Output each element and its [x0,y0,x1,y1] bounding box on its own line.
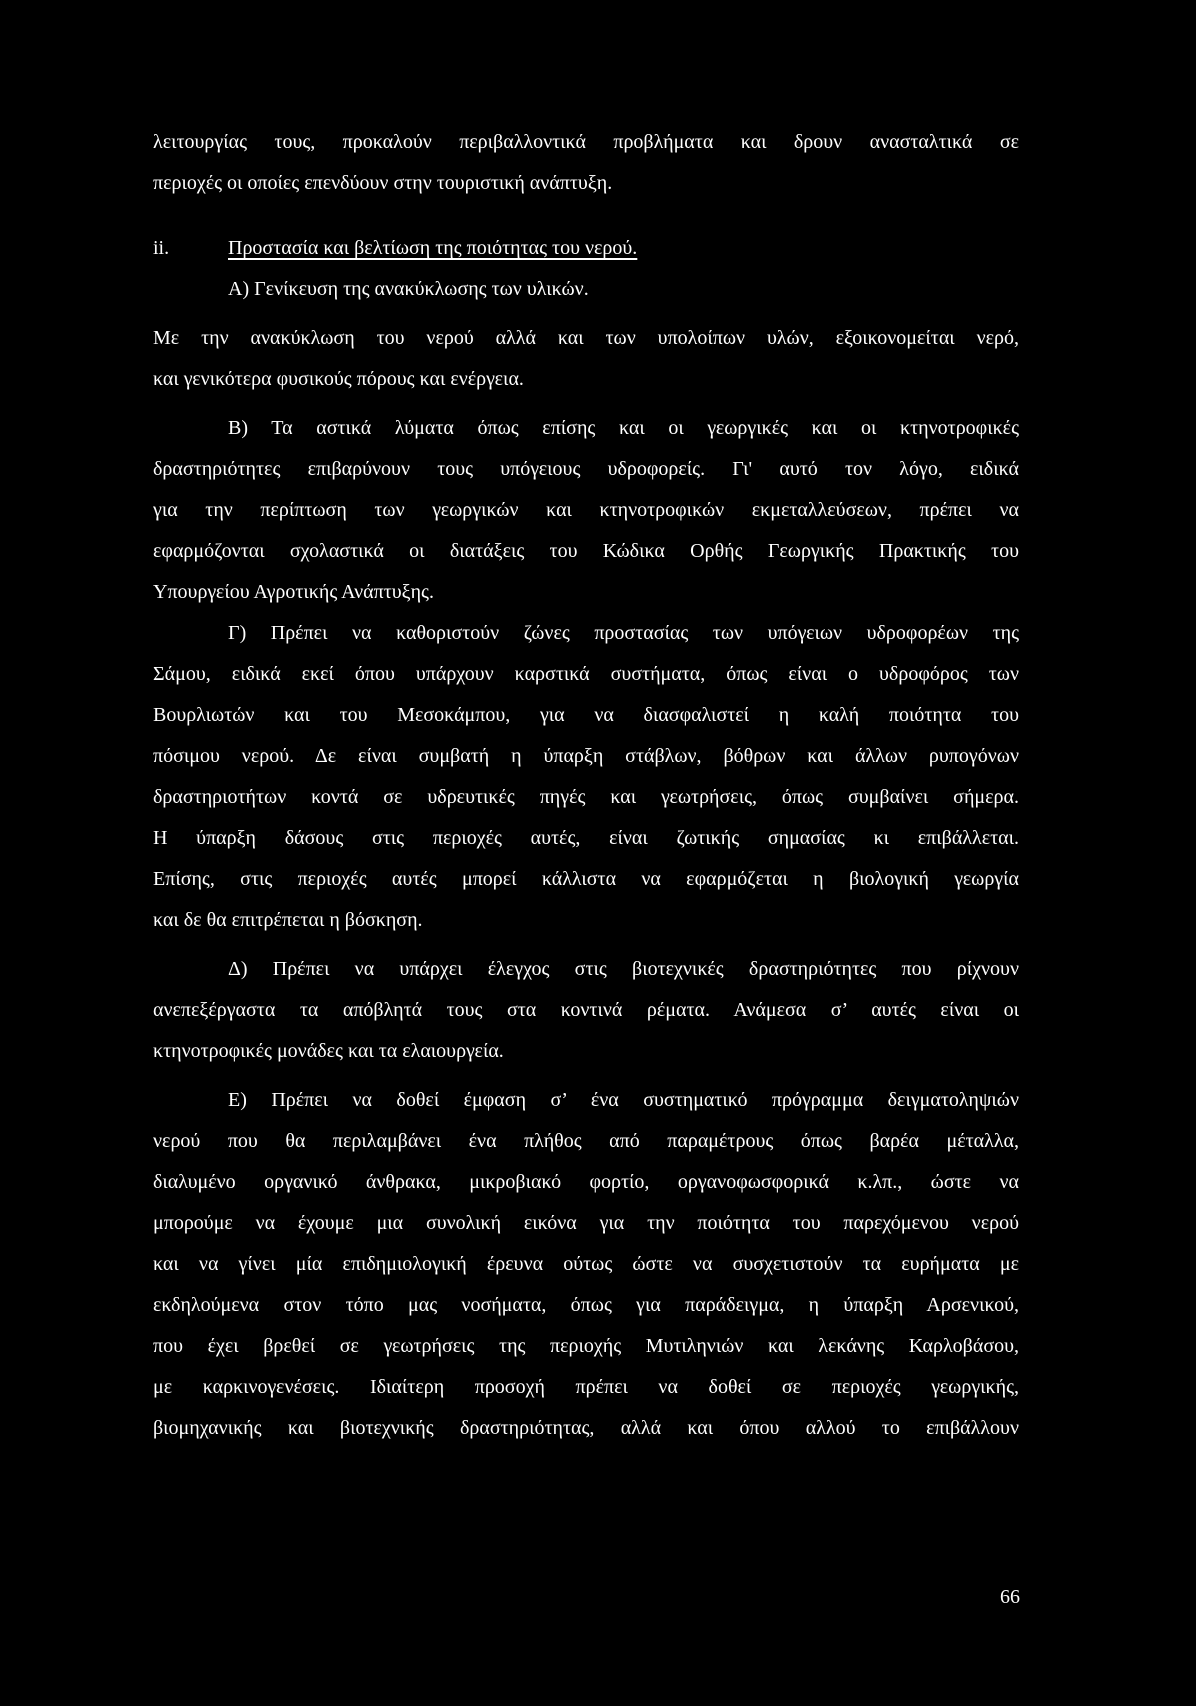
spacer [153,310,1019,318]
intro-line-2: περιοχές οι οποίες επενδύουν στην τουριστική ανάπτυξη. [153,172,613,194]
spacer [153,400,1019,408]
section-title: Προστασία και βελτίωση της ποιότητας του νερού. [228,237,638,259]
paragraph-b-line-1: Β) Τα αστικά λύματα όπως επίσης και οι γεωργικές και οι κτηνοτροφικές [228,417,1019,439]
paragraph-e-line-8: με καρκινογενέσεις. Ιδιαίτερη προσοχή πρέπει να δοθεί σε περιοχές γεωργικής, [153,1376,1019,1398]
page-content [153,122,1019,1449]
paragraph-d-line-2: ανεπεξέργαστα τα απόβλητά τους στα κοντινά ρέματα. Ανάμεσα σ’ αυτές είναι οι [153,999,1019,1021]
paragraph-c-line-5: δραστηριοτήτων κοντά σε υδρευτικές πηγές και γεωτρήσεις, όπως συμβαίνει σήμερα. [153,786,1019,808]
paragraph-e-line-1: Ε) Πρέπει να δοθεί έμφαση σ’ ένα συστηματικό πρόγραμμα δειγματοληψιών [228,1089,1019,1111]
paragraph-e-line-4: μπορούμε να έχουμε μια συνολική εικόνα για την ποιότητα του παρεχόμενου νερού [153,1212,1019,1234]
paragraph-e-line-3: διαλυμένο οργανικό άνθρακα, μικροβιακό φορτίο, οργανοφωσφορικά κ.λπ., ώστε να [153,1171,1019,1193]
paragraph-c-line-3: Βουρλιωτών και του Μεσοκάμπου, για να διασφαλιστεί η καλή ποιότητα του [153,704,1019,726]
paragraph-c-line-8: και δε θα επιτρέπεται η βόσκηση. [153,909,423,931]
spacer [153,941,1019,949]
paragraph-b-line-4: εφαρμόζονται σχολαστικά οι διατάξεις του Κώδικα Ορθής Γεωργικής Πρακτικής του [153,540,1019,562]
paragraph-c-line-1: Γ) Πρέπει να καθοριστούν ζώνες προστασίας των υπόγειων υδροφορέων της [228,622,1019,644]
paragraph-e-line-7: που έχει βρεθεί σε γεωτρήσεις της περιοχής Μυτιληνιών και λεκάνης Καρλοβάσου, [153,1335,1019,1357]
intro-line-1: λειτουργίας τους, προκαλούν περιβαλλοντικά προβλήματα και δρουν ανασταλτικά σε [153,131,1019,153]
paragraph-b-line-3: για την περίπτωση των γεωργικών και κτηνοτροφικών εκμεταλλεύσεων, πρέπει να [153,499,1019,521]
page-number: 66 [1000,1586,1020,1608]
paragraph-e-line-6: εκδηλούμενα στον τόπο μας νοσήματα, όπως για παράδειγμα, η ύπαρξη Αρσενικού, [153,1294,1019,1316]
paragraph-e-line-9: βιομηχανικής και βιοτεχνικής δραστηριότητας, αλλά και όπου αλλού το επιβάλλουν [153,1417,1019,1439]
paragraph-a-line-2: και γενικότερα φυσικούς πόρους και ενέργεια. [153,368,524,390]
paragraph-a-line-1: Με την ανακύκλωση του νερού αλλά και των υπολοίπων υλών, εξοικονομείται νερό, [153,327,1019,349]
paragraph-d-line-3: κτηνοτροφικές μονάδες και τα ελαιουργεία. [153,1040,504,1062]
paragraph-b-line-2: δραστηριότητες επιβαρύνουν τους υπόγειους υδροφορείς. Γι' αυτό τον λόγο, ειδικά [153,458,1019,480]
spacer [153,204,1019,228]
section-heading [153,228,1019,269]
paragraph-d-line-1: Δ) Πρέπει να υπάρχει έλεγχος στις βιοτεχνικές δραστηριότητες που ρίχνουν [228,958,1019,980]
paragraph-c-line-4: πόσιμου νερού. Δε είναι συμβατή η ύπαρξη στάβλων, βόθρων και άλλων ρυπογόνων [153,745,1019,767]
paragraph-a-heading: Α) Γενίκευση της ανακύκλωσης των υλικών. [228,278,589,300]
paragraph-c-line-7: Επίσης, στις περιοχές αυτές μπορεί κάλλιστα να εφαρμόζεται η βιολογική γεωργία [153,868,1019,890]
section-number: ii. [153,237,170,259]
paragraph-e-line-5: και να γίνει μία επιδημιολογική έρευνα ούτως ώστε να συσχετιστούν τα ευρήματα με [153,1253,1019,1275]
paragraph-e-line-2: νερού που θα περιλαμβάνει ένα πλήθος από παραμέτρους όπως βαρέα μέταλλα, [153,1130,1019,1152]
paragraph-c-line-6: Η ύπαρξη δάσους στις περιοχές αυτές, είναι ζωτικής σημασίας κι επιβάλλεται. [153,827,1019,849]
paragraph-b-line-5: Υπουργείου Αγροτικής Ανάπτυξης. [153,581,434,603]
spacer [153,1072,1019,1080]
paragraph-c-line-2: Σάμου, ειδικά εκεί όπου υπάρχουν καρστικά συστήματα, όπως είναι ο υδροφόρος των [153,663,1019,685]
